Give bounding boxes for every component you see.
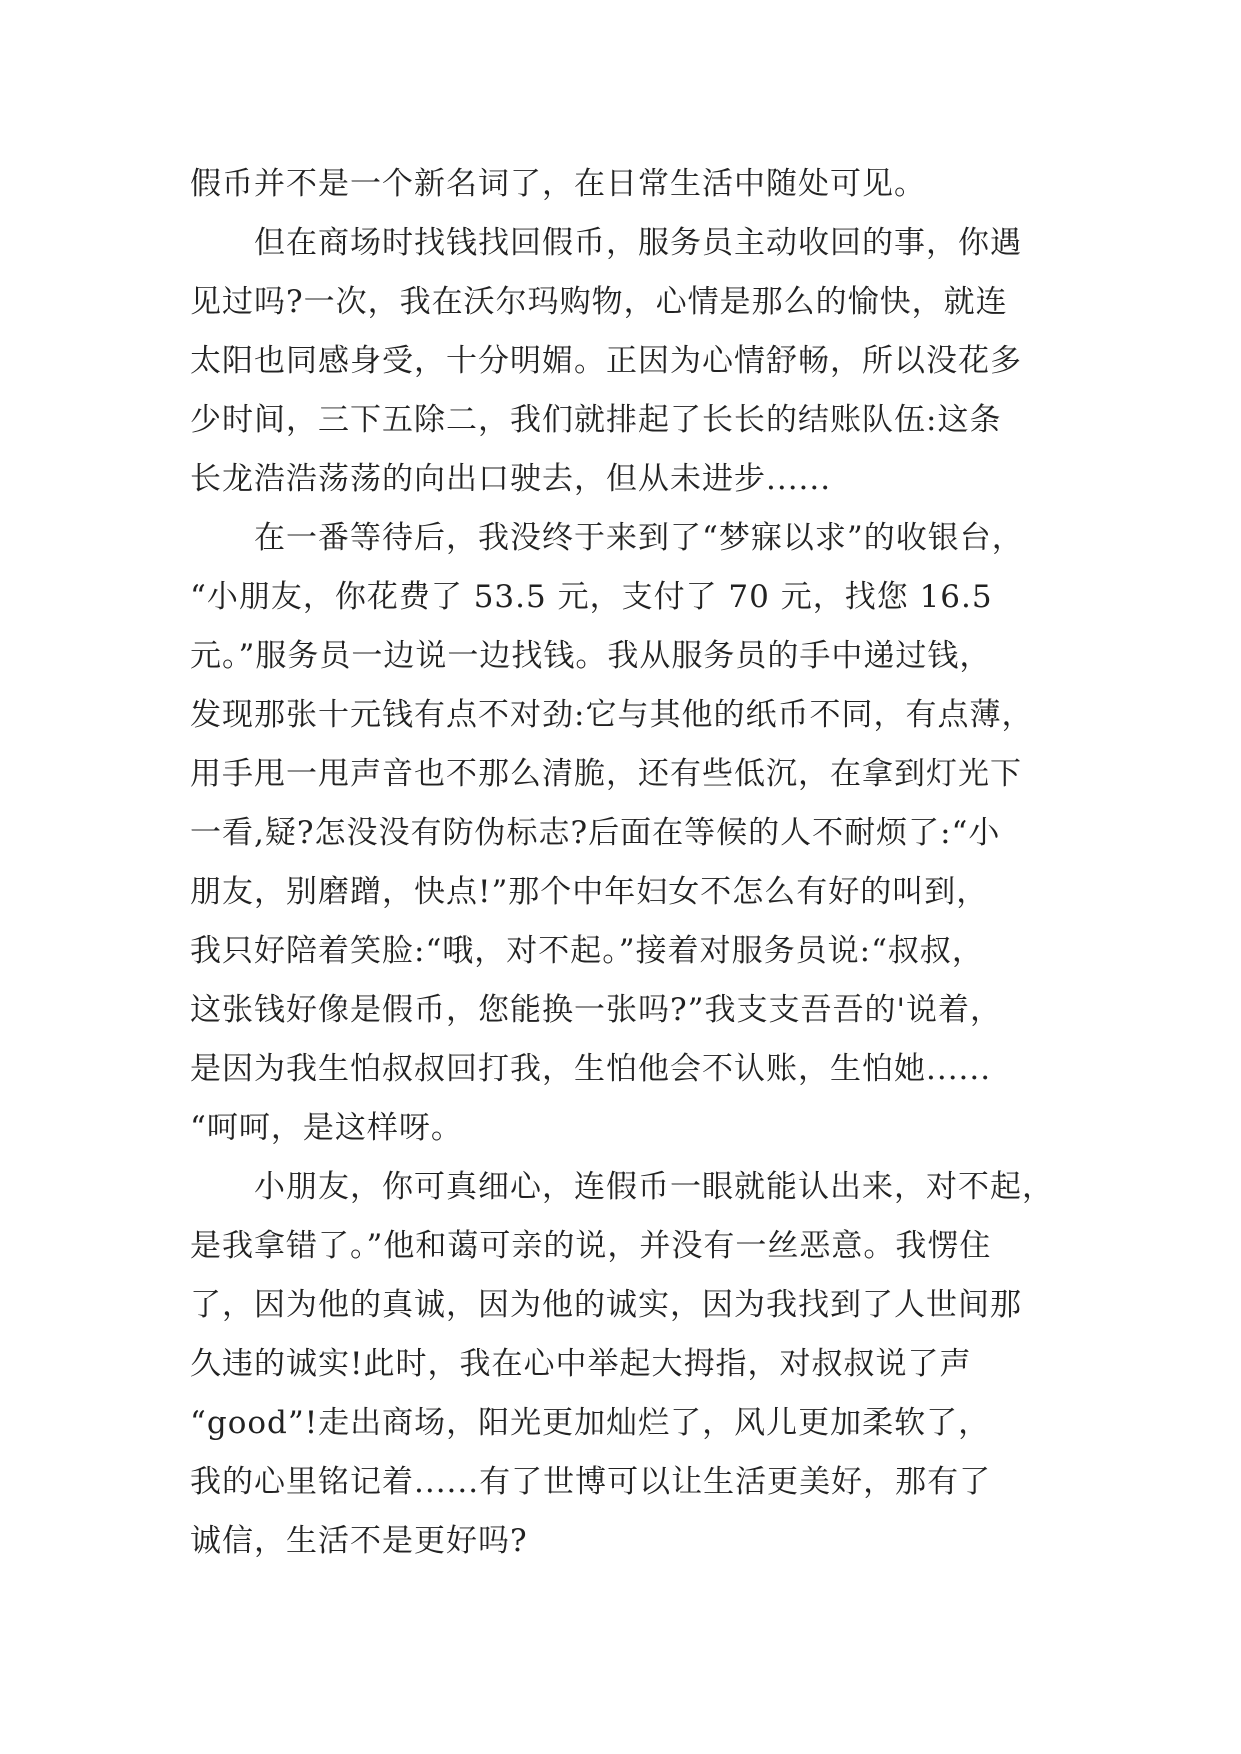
text-line: 是因为我生怕叔叔回打我，生怕他会不认账，生怕她......: [190, 1051, 992, 1087]
text-line: 我的心里铭记着......有了世博可以让生活更美好，那有了: [190, 1464, 992, 1500]
article-body: [190, 155, 1070, 1571]
text-line: 是我拿错了。”他和蔼可亲的说，并没有一丝恶意。我愣住: [190, 1228, 992, 1264]
text-line: 太阳也同感身受，十分明媚。正因为心情舒畅，所以没花多: [190, 343, 1022, 379]
text-line: 朋友，别磨蹭，快点!”那个中年妇女不怎么有好的叫到，: [190, 874, 989, 910]
text-line: “小朋友，你花费了 53.5 元，支付了 70 元，找您 16.5: [190, 579, 993, 615]
text-line: 久违的诚实!此时，我在心中举起大拇指，对叔叔说了声: [190, 1346, 972, 1382]
text-line: 用手甩一甩声音也不那么清脆，还有些低沉，在拿到灯光下: [190, 756, 1022, 792]
text-line: 长龙浩浩荡荡的向出口驶去，但从未进步......: [190, 461, 832, 497]
text-line: 少时间，三下五除二，我们就排起了长长的结账队伍:这条: [190, 402, 1002, 438]
text-line: 见过吗?一次，我在沃尔玛购物，心情是那么的愉快，就连: [190, 284, 1008, 320]
text-line: 小朋友，你可真细心，连假币一眼就能认出来，对不起，: [190, 1169, 1054, 1205]
text-line: 诚信，生活不是更好吗?: [190, 1523, 528, 1559]
text-line: “呵呵，是这样呀。: [190, 1110, 463, 1146]
text-line: 在一番等待后，我没终于来到了“梦寐以求”的收银台，: [190, 520, 1024, 556]
text-line: 这张钱好像是假币，您能换一张吗?”我支支吾吾的'说着，: [190, 992, 1002, 1028]
text-line: 我只好陪着笑脸:“哦，对不起。”接着对服务员说:“叔叔，: [190, 933, 984, 969]
text-line: 元。”服务员一边说一边找钱。我从服务员的手中递过钱，: [190, 638, 992, 674]
text-line: 但在商场时找钱找回假币，服务员主动收回的事，你遇: [190, 225, 1022, 261]
text-line: 假币并不是一个新名词了，在日常生活中随处可见。: [190, 166, 926, 202]
text-line: 了，因为他的真诚，因为他的诚实，因为我找到了人世间那: [190, 1287, 1022, 1323]
text-line: 发现那张十元钱有点不对劲:它与其他的纸币不同，有点薄，: [190, 697, 1034, 733]
text-line: 一看,疑?怎没没有防伪标志?后面在等候的人不耐烦了:“小: [190, 815, 1001, 851]
text-line: “good”!走出商场，阳光更加灿烂了，风儿更加柔软了，: [190, 1405, 991, 1441]
